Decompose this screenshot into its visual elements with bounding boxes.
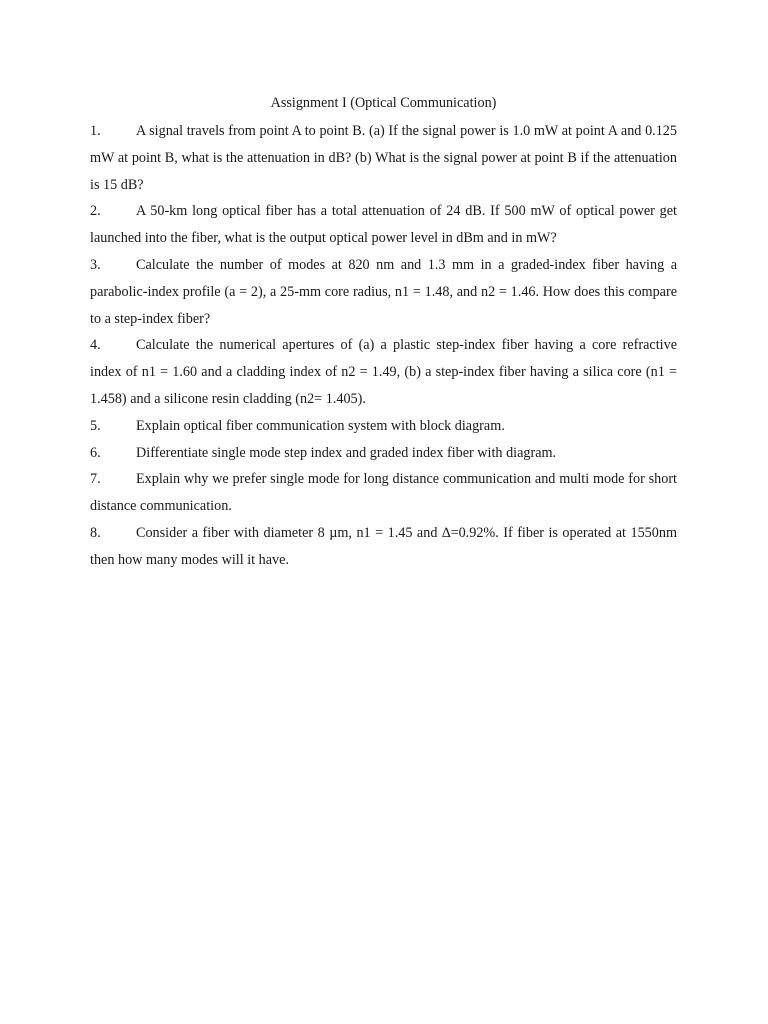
question-number: 5. <box>90 417 101 434</box>
question-number: 8. <box>90 524 101 541</box>
question-item <box>90 198 677 252</box>
question-text: A 50-km long optical fiber has a total attenuation of 24 dB. If 500 mW of optical power get launched into the fiber, what is the output optical power level in dBm and in mW? <box>90 203 677 247</box>
question-number: 7. <box>90 471 101 488</box>
question-text: Calculate the numerical apertures of (a) a plastic step-index fiber having a core refractive index of n1 = 1.60 and a cladding index of n2 = 1.49, (b) a step-index fiber having a silica core (n1 = 1.458) and a silicone resin cladding (n2= 1.405). <box>90 337 677 407</box>
question-number: 3. <box>90 256 101 273</box>
document-title: Assignment I (Optical Communication) <box>270 95 497 111</box>
question-list <box>90 118 677 574</box>
document-page <box>90 92 677 574</box>
question-text: Differentiate single mode step index and graded index fiber with diagram. <box>136 444 557 461</box>
question-number: 6. <box>90 444 101 461</box>
question-item <box>90 520 677 574</box>
question-item <box>90 413 677 440</box>
question-item <box>90 118 677 198</box>
question-number: 2. <box>90 203 101 220</box>
question-number: 1. <box>90 123 101 139</box>
question-item <box>90 332 677 412</box>
question-text: Explain why we prefer single mode for long distance communication and multi mode for short distance communication. <box>90 471 677 515</box>
question-text: Calculate the number of modes at 820 nm and 1.3 mm in a graded-index fiber having a parabolic-index profile (a = 2), a 25-mm core radius, n1 = 1.48, and n2 = 1.46. How does this compare to a step-index fiber? <box>90 256 677 327</box>
question-number: 4. <box>90 337 101 354</box>
question-item <box>90 440 677 467</box>
question-item <box>90 466 677 520</box>
question-text: Consider a fiber with diameter 8 µm, n1 = 1.45 and ∆=0.92%. If fiber is operated at 1550nm then how many modes will it have. <box>90 524 677 568</box>
question-text: Explain optical fiber communication system with block diagram. <box>136 417 505 434</box>
question-item <box>90 252 677 332</box>
question-text: A signal travels from point A to point B. (a) If the signal power is 1.0 mW at point A and 0.125 mW at point B, what is the attenuation in dB? (b) What is the signal power at point B if the attenuation is 15 dB? <box>90 123 677 193</box>
